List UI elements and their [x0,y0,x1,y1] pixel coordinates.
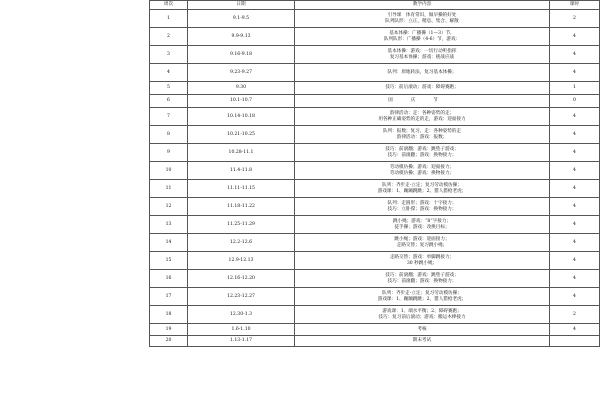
date-cell: 11.4-11.8 [188,162,295,180]
date-cell: 12.2-12.6 [188,234,295,252]
content-line: 技巧：前滚翻；游戏：跳垫子游戏； [385,146,459,152]
content-line: 劳动模仿操；游戏：换物接力； [389,170,455,176]
content-line: 游戏课：1、端水平衡；2、障碍赛跑； [382,308,462,314]
table-row [150,162,600,180]
content-line: 徒手操；游戏：改换目标； [394,224,450,230]
table-row [150,82,600,95]
content-line: 技巧：前滚翻；游戏：跳垫子游戏； [385,272,459,278]
week-cell: 18 [150,306,188,324]
table-row [150,234,600,252]
content-line: 30 秒跳小绳； [406,260,438,266]
hours-cell: 4 [550,108,600,126]
content-line: 期末考试 [412,338,432,344]
week-cell: 2 [150,28,188,46]
date-cell: 9.1-9.5 [188,10,295,28]
content-line: 考核 [417,326,427,332]
content-line: 劳动模仿操；游戏：迎面接力； [389,164,455,170]
week-cell: 12 [150,198,188,216]
table-row [150,270,600,288]
content-line: 队列：齐步走-立定；复习劳动模仿操； [382,182,462,188]
hours-cell: 4 [550,126,600,144]
table-row [150,324,600,336]
hours-cell: 4 [550,324,600,336]
table-row [150,46,600,64]
date-cell: 10.28-11.1 [188,144,295,162]
content-cell [295,198,550,216]
week-cell: 3 [150,46,188,64]
content-line: 队列：齐步走-立定；复习劳动模仿操； [382,290,462,296]
header-date: 日期 [188,1,295,10]
content-line: 技巧：立卧撑；游戏：换物接力； [387,206,457,212]
table-body [150,10,600,347]
date-cell: 12.30-1.3 [188,306,295,324]
week-cell: 6 [150,95,188,108]
content-cell [295,288,550,306]
week-cell: 10 [150,162,188,180]
table-row [150,252,600,270]
week-cell: 17 [150,288,188,306]
header-hours: 课时 [550,1,600,10]
table-row [150,216,600,234]
content-line: 国庆节 [388,98,456,104]
content-cell [295,336,550,347]
table-row [150,10,600,28]
teaching-schedule-table [149,0,600,347]
content-line: 基本体操：广播操（1—3）节， [389,30,455,36]
date-cell: 10.14-10.18 [188,108,295,126]
hours-cell: 4 [550,144,600,162]
header-week: 周次 [150,1,188,10]
table-row [150,64,600,82]
date-cell: 12.16-12.20 [188,270,295,288]
content-cell [295,270,550,288]
document-page [149,0,599,400]
hours-cell [550,336,600,347]
content-line: 技巧：前滚翻；游戏：换物接力； [387,152,457,158]
content-line: 跳小绳；游戏：“8”字接力； [392,218,452,224]
date-cell: 11.25-11.29 [188,216,295,234]
week-cell: 9 [150,144,188,162]
content-cell [295,82,550,95]
table-row [150,126,600,144]
content-line: 技巧：前后滚动；游戏：障碍赛跑； [385,85,459,91]
hours-cell: 4 [550,162,600,180]
week-cell: 16 [150,270,188,288]
content-line: 技巧：前滚翻；游戏：换物接力； [387,278,457,284]
hours-cell: 4 [550,180,600,198]
week-cell: 5 [150,82,188,95]
content-line: 基本体操：游戏：一切行动听指挥 [387,48,457,54]
week-cell: 13 [150,216,188,234]
content-cell [295,252,550,270]
hours-cell: 4 [550,64,600,82]
content-line: 技巧：复习前后滚动；游戏：搬运木棒接力 [378,314,466,320]
hours-cell: 4 [550,216,600,234]
content-cell [295,306,550,324]
date-cell: 11.18-11.22 [188,198,295,216]
content-cell [295,126,550,144]
week-cell: 19 [150,324,188,336]
date-cell: 10.1-10.7 [188,95,295,108]
table-row [150,198,600,216]
content-cell [295,216,550,234]
content-line: 游戏课：1、蹦蹦跳跳；2、猎人猎枪老虎； [377,188,467,194]
week-cell: 1 [150,10,188,28]
content-cell [295,234,550,252]
week-cell: 7 [150,108,188,126]
week-cell: 20 [150,336,188,347]
content-line: 队列队形：广播操（4-6）节，游戏： [383,36,461,42]
content-cell [295,324,550,336]
table-row [150,144,600,162]
content-cell [295,28,550,46]
week-cell: 4 [150,64,188,82]
content-line: 复习基本体操；游戏：挑战应战 [389,54,455,60]
hours-cell: 2 [550,306,600,324]
header-content: 教学内容 [295,1,550,10]
content-line: 用各种正确姿势的走的走，游戏：迎面接力 [378,116,466,122]
hours-cell: 4 [550,288,600,306]
date-cell: 11.11-11.15 [188,180,295,198]
week-cell: 15 [150,252,188,270]
content-line: 队列：报数；复习，走：各种姿势的走 [382,128,462,134]
table-row [150,336,600,347]
hours-cell: 4 [550,252,600,270]
content-line: 引导课 体育常识，做早操的好处 [387,12,457,18]
date-cell: 9.23-9.27 [188,64,295,82]
date-cell: 10.21-10.25 [188,126,295,144]
content-cell [295,108,550,126]
date-cell: 9.9-9.13 [188,28,295,46]
content-line: 队列：走圆形；游戏：十字接力； [387,200,457,206]
week-cell: 8 [150,126,188,144]
hours-cell: 4 [550,28,600,46]
content-cell [295,95,550,108]
hours-cell: 4 [550,234,600,252]
table-row [150,288,600,306]
table-row [150,108,600,126]
hours-cell: 4 [550,198,600,216]
week-cell: 11 [150,180,188,198]
table-row [150,28,600,46]
week-cell: 14 [150,234,188,252]
content-line: 游戏课：1、蹦蹦跳跳；2、猎人猎枪老虎； [377,296,467,302]
table-header-row [150,1,600,10]
content-cell [295,162,550,180]
date-cell: 9.30 [188,82,295,95]
content-line: 韵律活动：走：各种姿势的走； [389,110,455,116]
hours-cell: 0 [550,95,600,108]
content-line: 走路交替；复习跳小绳； [396,242,448,248]
content-line: 韵律活动：游戏：报数； [396,134,448,140]
hours-cell: 4 [550,270,600,288]
hours-cell: 2 [550,10,600,28]
hours-cell: 4 [550,46,600,64]
content-line: 队列：原地转法，复习基本体操； [387,69,457,75]
date-cell: 9.16-9.18 [188,46,295,64]
content-line: 队列队形：立正、稍息、集合、解散 [385,18,459,24]
content-cell [295,64,550,82]
content-line: 走路交替；游戏：单脚跳接力； [389,254,455,260]
table-row [150,95,600,108]
content-cell [295,10,550,28]
date-cell: 1.6-1.10 [188,324,295,336]
date-cell: 12.23-12.27 [188,288,295,306]
hours-cell: 1 [550,82,600,95]
content-cell [295,144,550,162]
table-row [150,180,600,198]
content-line: 跳小绳；游戏：迎面接力； [394,236,450,242]
content-cell [295,46,550,64]
table-row [150,306,600,324]
date-cell: 1.13-1.17 [188,336,295,347]
date-cell: 12.9-12.13 [188,252,295,270]
content-cell [295,180,550,198]
